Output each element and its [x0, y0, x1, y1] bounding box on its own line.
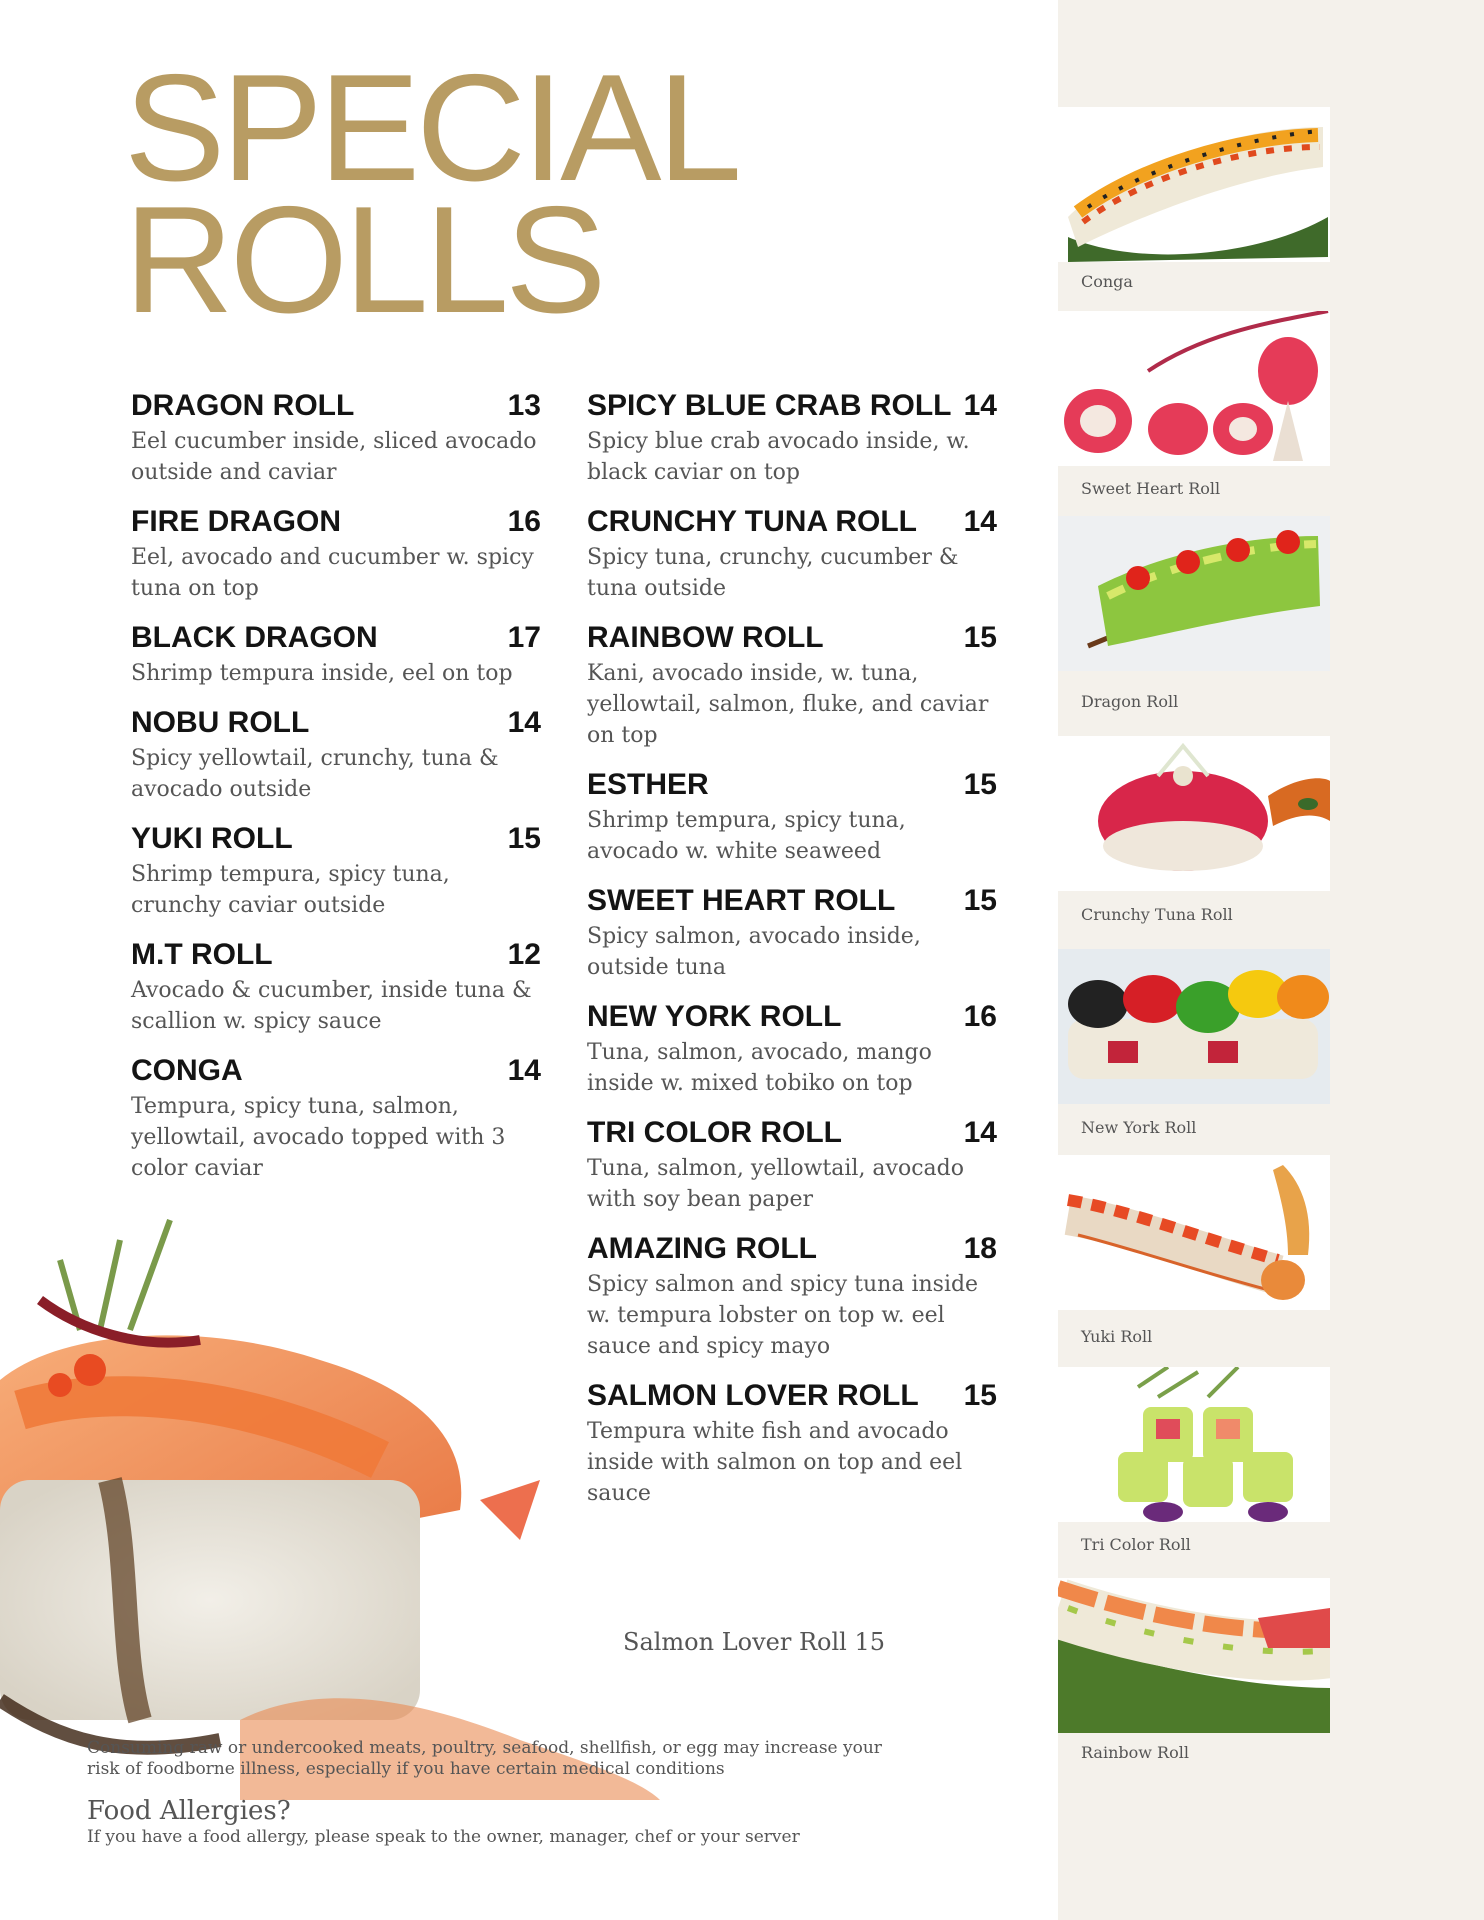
item-name: ESTHER: [587, 768, 709, 801]
photo-label: Rainbow Roll: [1081, 1743, 1189, 1762]
menu-item: [587, 881, 997, 983]
item-name: SPICY BLUE CRAB ROLL: [587, 389, 952, 422]
menu-column-right: [587, 386, 997, 1523]
menu-item: [131, 618, 541, 689]
rainbow-roll-photo: [1058, 1578, 1330, 1733]
menu-item: [587, 765, 997, 867]
photo-label: Tri Color Roll: [1081, 1535, 1191, 1554]
item-name: CONGA: [131, 1054, 243, 1087]
yuki-roll-photo: [1058, 1155, 1330, 1310]
photo-label: Yuki Roll: [1081, 1327, 1153, 1346]
item-description: Spicy blue crab avocado inside, w. black caviar on top: [587, 429, 970, 485]
title-line-2: ROLLS: [124, 175, 603, 345]
item-description: Shrimp tempura, spicy tuna, crunchy caviar outside: [131, 862, 450, 918]
item-description: Eel cucumber inside, sliced avocado outside and caviar: [131, 429, 537, 485]
menu-item: [587, 618, 997, 751]
conga-roll-photo: [1058, 107, 1330, 262]
page-title: [124, 43, 739, 345]
item-description: Spicy salmon and spicy tuna inside w. tempura lobster on top w. eel sauce and spicy mayo: [587, 1272, 979, 1359]
item-name: CRUNCHY TUNA ROLL: [587, 505, 917, 538]
item-name: M.T ROLL: [131, 938, 273, 971]
item-price: 16: [963, 1000, 997, 1033]
menu-item: [587, 1113, 997, 1215]
item-description: Tuna, salmon, yellowtail, avocado with soy bean paper: [587, 1156, 964, 1212]
item-price: 15: [963, 1379, 997, 1412]
menu-item: [131, 1051, 541, 1184]
photo-label: Conga: [1081, 272, 1133, 291]
menu-item: [587, 1376, 997, 1509]
item-price: 18: [963, 1232, 997, 1265]
item-price: 16: [507, 505, 541, 538]
tri-color-roll-photo: [1058, 1367, 1330, 1522]
item-name: TRI COLOR ROLL: [587, 1116, 842, 1149]
item-name: SALMON LOVER ROLL: [587, 1379, 919, 1412]
item-description: Eel, avocado and cucumber w. spicy tuna on top: [131, 545, 534, 601]
menu-item: [131, 703, 541, 805]
item-name: NOBU ROLL: [131, 706, 310, 739]
photo-label: New York Roll: [1081, 1118, 1197, 1137]
item-name: BLACK DRAGON: [131, 621, 378, 654]
item-name: NEW YORK ROLL: [587, 1000, 842, 1033]
photo-label: Sweet Heart Roll: [1081, 479, 1221, 498]
crunchy-tuna-roll-photo: [1058, 736, 1330, 891]
item-description: Spicy yellowtail, crunchy, tuna & avocado outside: [131, 746, 499, 802]
item-description: Tempura white fish and avocado inside with salmon on top and eel sauce: [587, 1419, 963, 1506]
item-name: FIRE DRAGON: [131, 505, 341, 538]
item-description: Shrimp tempura, spicy tuna, avocado w. white seaweed: [587, 808, 906, 864]
dragon-roll-photo: [1058, 516, 1330, 671]
item-name: YUKI ROLL: [131, 822, 293, 855]
menu-item: [131, 502, 541, 604]
item-description: Tempura, spicy tuna, salmon, yellowtail, avocado topped with 3 color caviar: [131, 1094, 506, 1181]
title-line-1: SPECIAL: [124, 43, 739, 213]
item-price: 14: [963, 1116, 997, 1149]
item-price: 14: [963, 505, 997, 538]
item-description: Avocado & cucumber, inside tuna & scallion w. spicy sauce: [131, 978, 532, 1034]
item-price: 14: [963, 389, 997, 422]
health-notice: Consuming raw or undercooked meats, poultry, seafood, shellfish, or egg may increase your risk of foodborne illness, especially if you have certain medical conditions: [87, 1738, 882, 1779]
item-price: 17: [507, 621, 541, 654]
item-price: 12: [507, 938, 541, 971]
item-price: 15: [963, 621, 997, 654]
item-price: 15: [507, 822, 541, 855]
sweet-heart-roll-photo: [1058, 311, 1330, 466]
item-price: 13: [507, 389, 541, 422]
item-description: Spicy tuna, crunchy, cucumber & tuna outside: [587, 545, 959, 601]
item-description: Kani, avocado inside, w. tuna, yellowtail, salmon, fluke, and caviar on top: [587, 661, 989, 748]
item-name: SWEET HEART ROLL: [587, 884, 896, 917]
new-york-roll-photo: [1058, 949, 1330, 1104]
menu-item: [587, 1229, 997, 1362]
hero-caption: Salmon Lover Roll 15: [623, 1628, 886, 1656]
item-description: Tuna, salmon, avocado, mango inside w. mixed tobiko on top: [587, 1040, 932, 1096]
menu-item: [131, 386, 541, 488]
photo-label: Crunchy Tuna Roll: [1081, 905, 1233, 924]
menu-item: [587, 386, 997, 488]
photo-label: Dragon Roll: [1081, 692, 1179, 711]
allergy-text: If you have a food allergy, please speak to the owner, manager, chef or your server: [87, 1827, 800, 1847]
item-name: RAINBOW ROLL: [587, 621, 824, 654]
allergy-title: Food Allergies?: [87, 1796, 291, 1826]
item-name: AMAZING ROLL: [587, 1232, 817, 1265]
hero-sushi-image: [0, 1180, 660, 1800]
item-price: 15: [963, 768, 997, 801]
item-name: DRAGON ROLL: [131, 389, 355, 422]
menu-item: [131, 819, 541, 921]
menu-item: [131, 935, 541, 1037]
item-description: Shrimp tempura inside, eel on top: [131, 661, 513, 686]
item-price: 15: [963, 884, 997, 917]
item-price: 14: [507, 706, 541, 739]
item-description: Spicy salmon, avocado inside, outside tuna: [587, 924, 921, 980]
menu-column-left: [131, 386, 541, 1198]
menu-item: [587, 502, 997, 604]
item-price: 14: [507, 1054, 541, 1087]
menu-item: [587, 997, 997, 1099]
